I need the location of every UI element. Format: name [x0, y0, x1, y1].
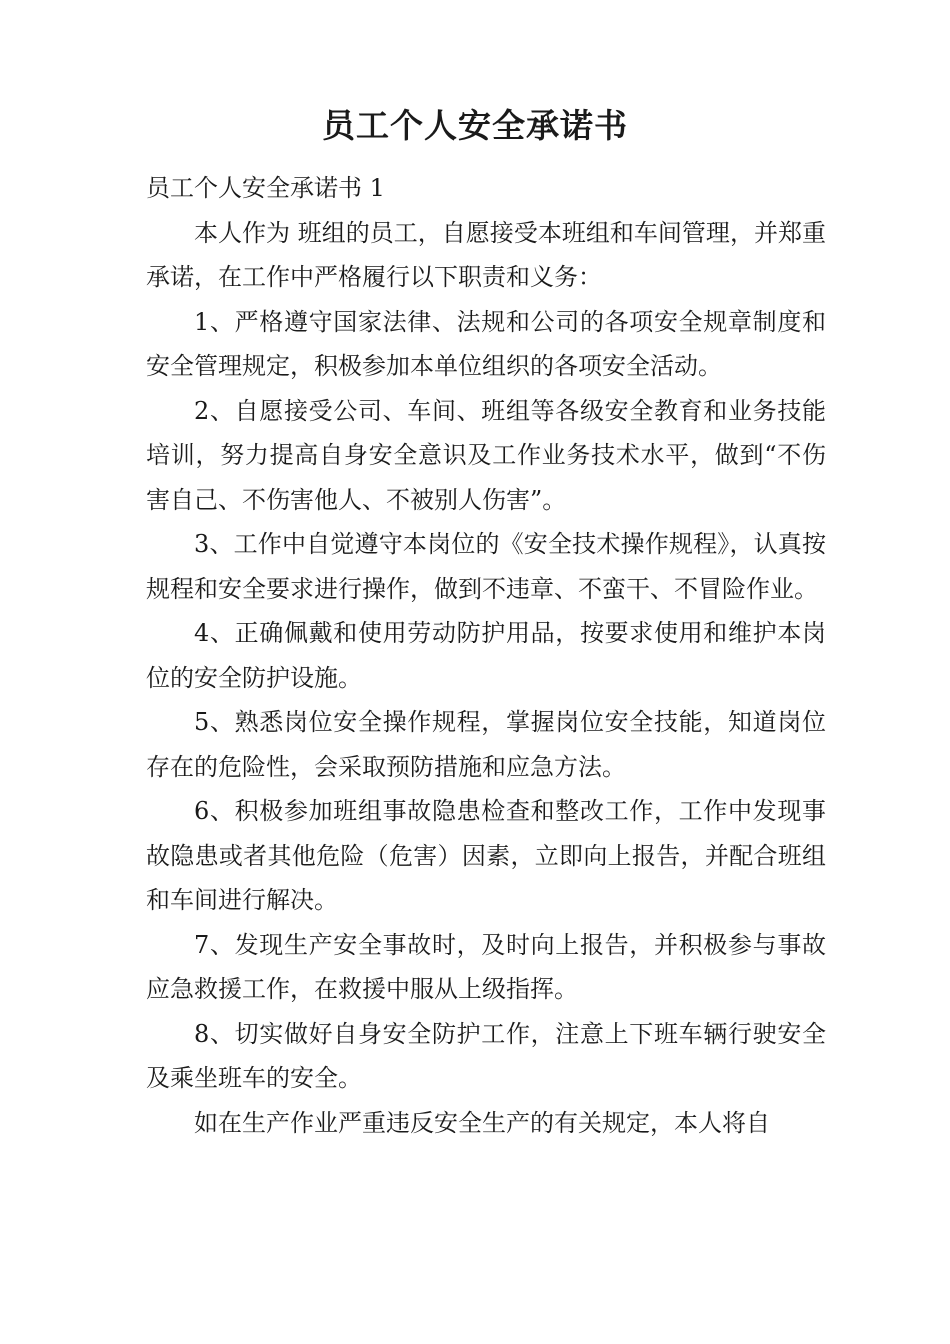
commitment-item-6: 6、积极参加班组事故隐患检查和整改工作，工作中发现事故隐患或者其他危险（危害）因素，立即向上报告，并配合班组和车间进行解决。: [146, 797, 826, 914]
closing-paragraph: 如在生产作业严重违反安全生产的有关规定，本人将自: [194, 1108, 770, 1137]
commitment-item-2: 2、自愿接受公司、车间、班组等各级安全教育和业务技能培训，努力提高自身安全意识及工作业务技术水平，做到“不伤害自己、不伤害他人、不被别人伤害”。: [146, 396, 826, 514]
commitment-item-4: 4、正确佩戴和使用劳动防护用品，按要求使用和维护本岗位的安全防护设施。: [146, 619, 826, 692]
commitment-item-7: 7、发现生产安全事故时，及时向上报告，并积极参与事故应急救援工作，在救援中服从上级指挥。: [146, 930, 826, 1003]
commitment-item-3: 3、工作中自觉遵守本岗位的《安全技术操作规程》，认真按规程和安全要求进行操作，做到不违章、不蛮干、不冒险作业。: [146, 530, 826, 603]
document-body: [146, 166, 826, 1145]
commitment-item-8: 8、切实做好自身安全防护工作，注意上下班车辆行驶安全及乘坐班车的安全。: [146, 1019, 826, 1092]
intro-paragraph: 本人作为 班组的员工，自愿接受本班组和车间管理，并郑重承诺，在工作中严格履行以下职责和义务：: [146, 218, 826, 291]
document-subheading: 员工个人安全承诺书 1: [146, 174, 385, 202]
commitment-item-5: 5、熟悉岗位安全操作规程，掌握岗位安全技能，知道岗位存在的危险性，会采取预防措施和应急方法。: [146, 708, 826, 781]
document-title: 员工个人安全承诺书: [322, 106, 628, 145]
commitment-item-1: 1、严格遵守国家法律、法规和公司的各项安全规章制度和安全管理规定，积极参加本单位组织的各项安全活动。: [146, 307, 826, 380]
